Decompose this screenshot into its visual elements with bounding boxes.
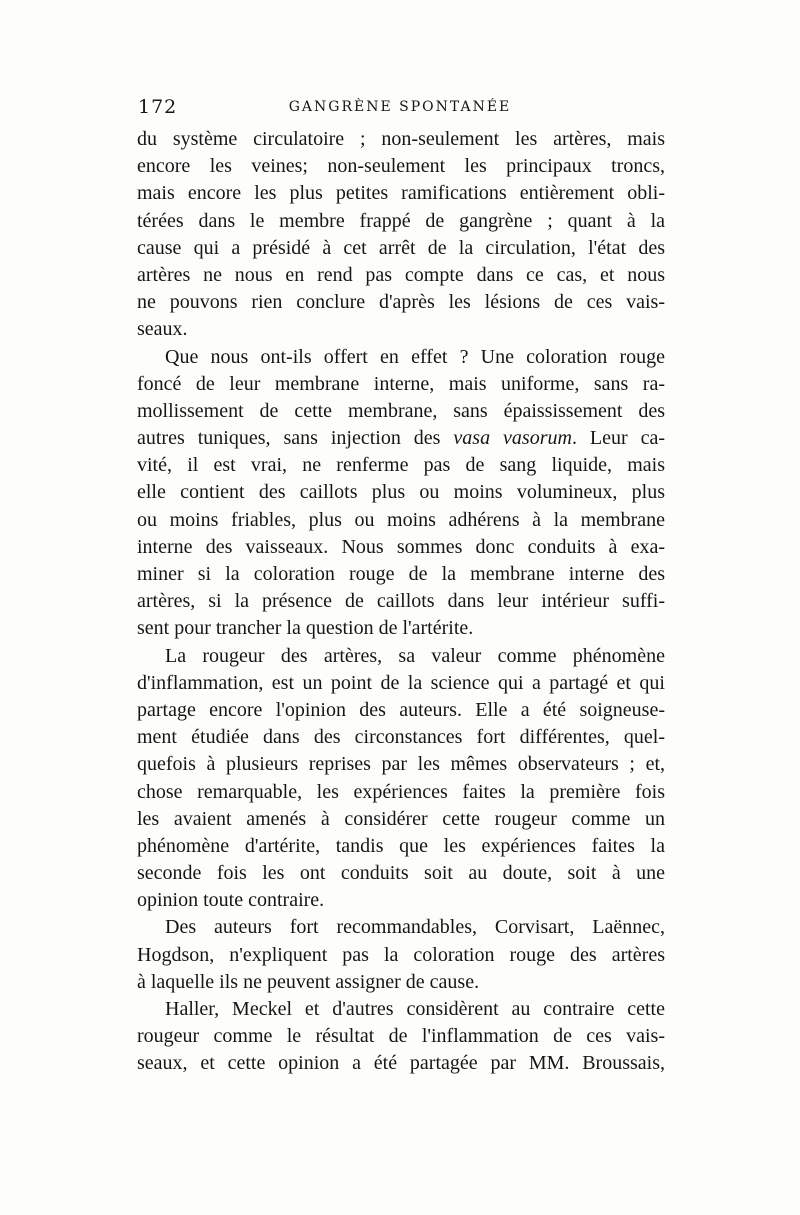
text-line: artères, si la présence de caillots dans leur intérieur suffi- — [137, 590, 665, 613]
text-line: artères ne nous en rend pas compte dans ce cas, et nous — [137, 263, 665, 286]
text-line: ne pouvons rien conclure d'après les lésions de ces vais- — [137, 291, 665, 314]
paragraph-start-line: Haller, Meckel et d'autres considèrent au contraire cette — [165, 998, 665, 1020]
text-line: interne des vaisseaux. Nous sommes donc conduits à exa- — [137, 535, 665, 558]
text-segment: autres tuniques, sans injection des — [137, 427, 441, 450]
text-line: quefois à plusieurs reprises par les mêmes observateurs ; et, — [137, 753, 665, 776]
text-line: les avaient amenés à considérer cette rougeur comme un — [137, 807, 665, 830]
text-line: phénomène d'artérite, tandis que les expériences faites la — [137, 834, 665, 857]
text-line: chose remarquable, les expériences faites la première fois — [137, 780, 665, 803]
text-line: encore les veines; non-seulement les principaux troncs, — [137, 155, 665, 178]
text-line: cause qui a présidé à cet arrêt de la circulation, l'état des — [137, 236, 665, 259]
text-line: opinion toute contraire. — [137, 889, 325, 912]
text-line: d'inflammation, est un point de la science qui a partagé et qui — [137, 671, 665, 694]
text-line: Hogdson, n'expliquent pas la coloration rouge des artères — [137, 943, 665, 966]
text-line: partage encore l'opinion des auteurs. Elle a été soigneuse- — [137, 698, 665, 721]
paragraph-start-line: Des auteurs fort recommandables, Corvisart, Laënnec, — [165, 916, 665, 939]
text-line: ment étudiée dans des circonstances fort différentes, quel- — [137, 726, 665, 749]
running-head: GANGRÈNE SPONTANÉE — [288, 99, 512, 115]
paragraph-start-line: Que nous ont-ils offert en effet ? Une coloration rouge — [165, 345, 665, 368]
text-line: mais encore les plus petites ramifications entièrement obli- — [137, 182, 665, 205]
text-line: térées dans le membre frappé de gangrène ; quant à la — [137, 209, 665, 232]
text-line-with-italic — [137, 425, 665, 452]
text-line: foncé de leur membrane interne, mais uniforme, sans ra- — [137, 372, 665, 395]
italic-term: vasa vasorum — [453, 427, 572, 450]
text-segment: . Leur ca- — [571, 427, 666, 450]
text-line: seaux, et cette opinion a été partagée par MM. Broussais, — [137, 1052, 665, 1075]
text-line: elle contient des caillots plus ou moins volumineux, plus — [137, 481, 665, 504]
text-line: seaux. — [137, 318, 188, 341]
text-line: sent pour trancher la question de l'artérite. — [137, 617, 474, 640]
paragraph-start-line: La rougeur des artères, sa valeur comme phénomène — [165, 644, 665, 667]
text-line: rougeur comme le résultat de l'inflammation de ces vais- — [137, 1025, 665, 1048]
text-line: miner si la coloration rouge de la membrane interne des — [137, 563, 665, 585]
text-line: du système circulatoire ; non-seulement les artères, mais — [137, 128, 665, 150]
text-line: seconde fois les ont conduits soit au doute, soit à une — [137, 862, 665, 885]
text-line: vité, il est vrai, ne renferme pas de sang liquide, mais — [137, 454, 665, 477]
page-number: 172 — [138, 96, 178, 118]
text-line: mollissement de cette membrane, sans épaississement des — [137, 399, 665, 422]
text-line: à laquelle ils ne peuvent assigner de cause. — [137, 970, 480, 993]
text-line: ou moins friables, plus ou moins adhérens à la membrane — [137, 508, 665, 531]
page-header — [138, 96, 662, 122]
body-text — [137, 126, 665, 1078]
